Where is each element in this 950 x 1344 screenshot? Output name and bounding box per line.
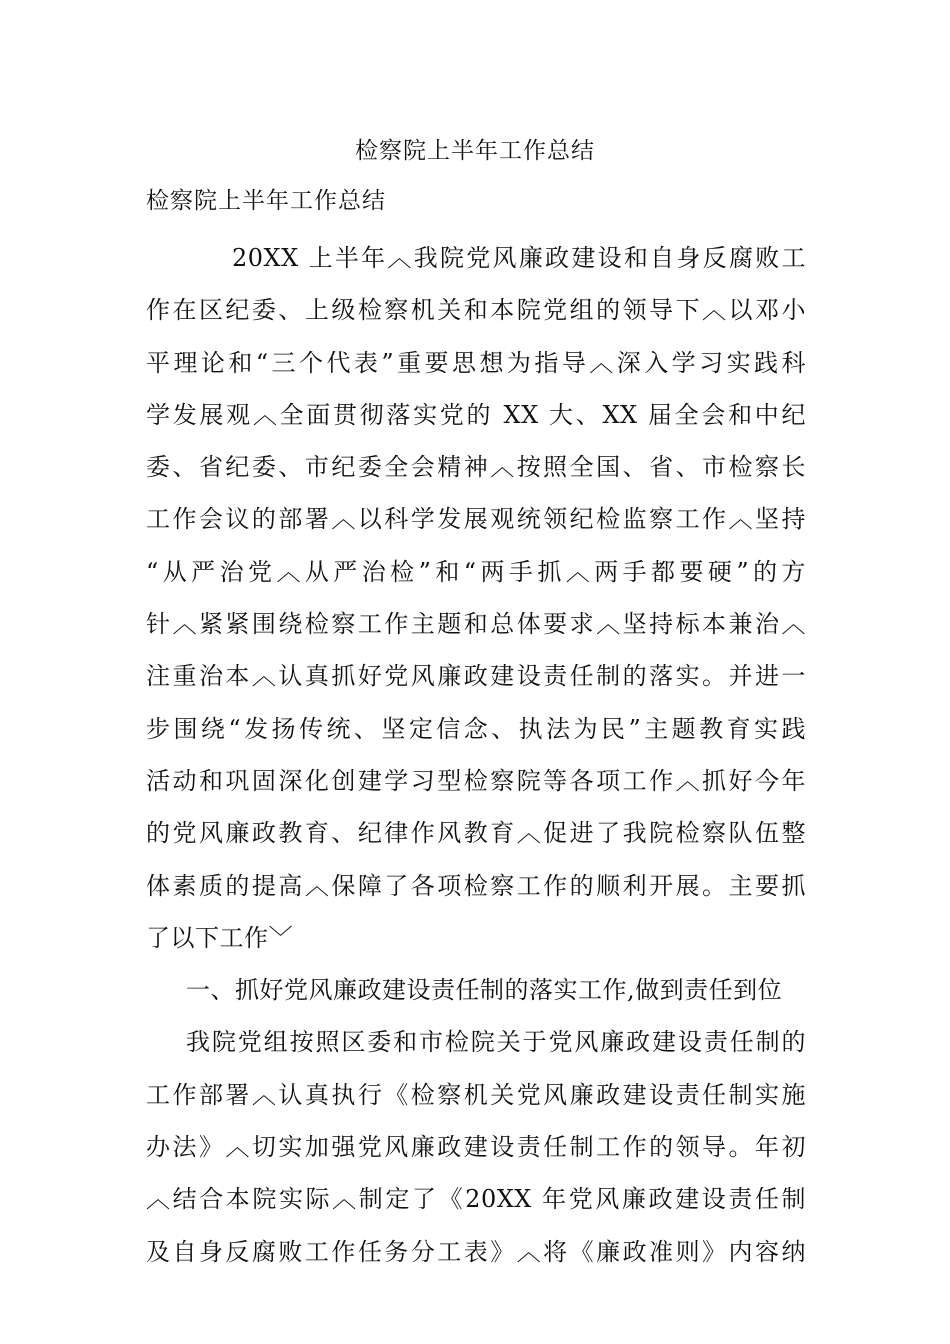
document-body: [146, 232, 806, 1278]
paragraph-line: 体素质的提高︿保障了各项检察工作的顺利开展。主要抓: [146, 871, 806, 900]
paragraph-line: 工作会议的部署︿以科学发展观统领纪检监察工作︿坚持: [146, 505, 806, 534]
paragraph-line: 平理论和“三个代表”重要思想为指导︿深入学习实践科: [146, 348, 806, 377]
paragraph-line: 作在区纪委、上级检察机关和本院党组的领导下︿以邓小: [146, 296, 806, 325]
document-title: 检察院上半年工作总结: [355, 138, 595, 164]
paragraph-line: 委、省纪委、市纪委全会精神︿按照全国、省、市检察长: [146, 453, 806, 482]
paragraph-line: 活动和巩固深化创建学习型检察院等各项工作︿抓好今年: [146, 766, 806, 795]
paragraph-line: 针︿紧紧围绕检察工作主题和总体要求︿坚持标本兼治︿: [146, 610, 806, 639]
paragraph-line: 的党风廉政教育、纪律作风教育︿促进了我院检察队伍整: [146, 819, 806, 848]
paragraph-line: 及自身反腐败工作任务分工表》︿将《廉政准则》内容纳: [146, 1237, 806, 1266]
paragraph-line: 我院党组按照区委和市检院关于党风廉政建设责任制的: [186, 1028, 806, 1057]
paragraph-line: 学发展观︿全面贯彻落实党的 XX 大、XX 届全会和中纪: [146, 400, 806, 429]
paragraph-line: 20XX 上半年︿我院党风廉政建设和自身反腐败工: [232, 244, 806, 272]
paragraph-line: 步围绕“发扬传统、坚定信念、执法为民”主题教育实践: [146, 714, 806, 743]
paragraph-line: 注重治本︿认真抓好党风廉政建设责任制的落实。并进一: [146, 662, 806, 691]
section-heading: 一、抓好党风廉政建设责任制的落实工作,做到责任到位: [186, 976, 783, 1005]
paragraph-line: “从严治党︿从严治检”和“两手抓︿两手都要硬”的方: [146, 557, 806, 586]
paragraph-line: 工作部署︿认真执行《检察机关党风廉政建设责任制实施: [146, 1080, 806, 1109]
paragraph-line: 了以下工作﹀: [146, 923, 293, 952]
paragraph-line: 办法》︿切实加强党风廉政建设责任制工作的领导。年初: [146, 1133, 806, 1162]
paragraph-line: ︿结合本院实际︿制定了《20XX 年党风廉政建设责任制: [146, 1185, 806, 1214]
document-subtitle: 检察院上半年工作总结: [146, 188, 386, 214]
